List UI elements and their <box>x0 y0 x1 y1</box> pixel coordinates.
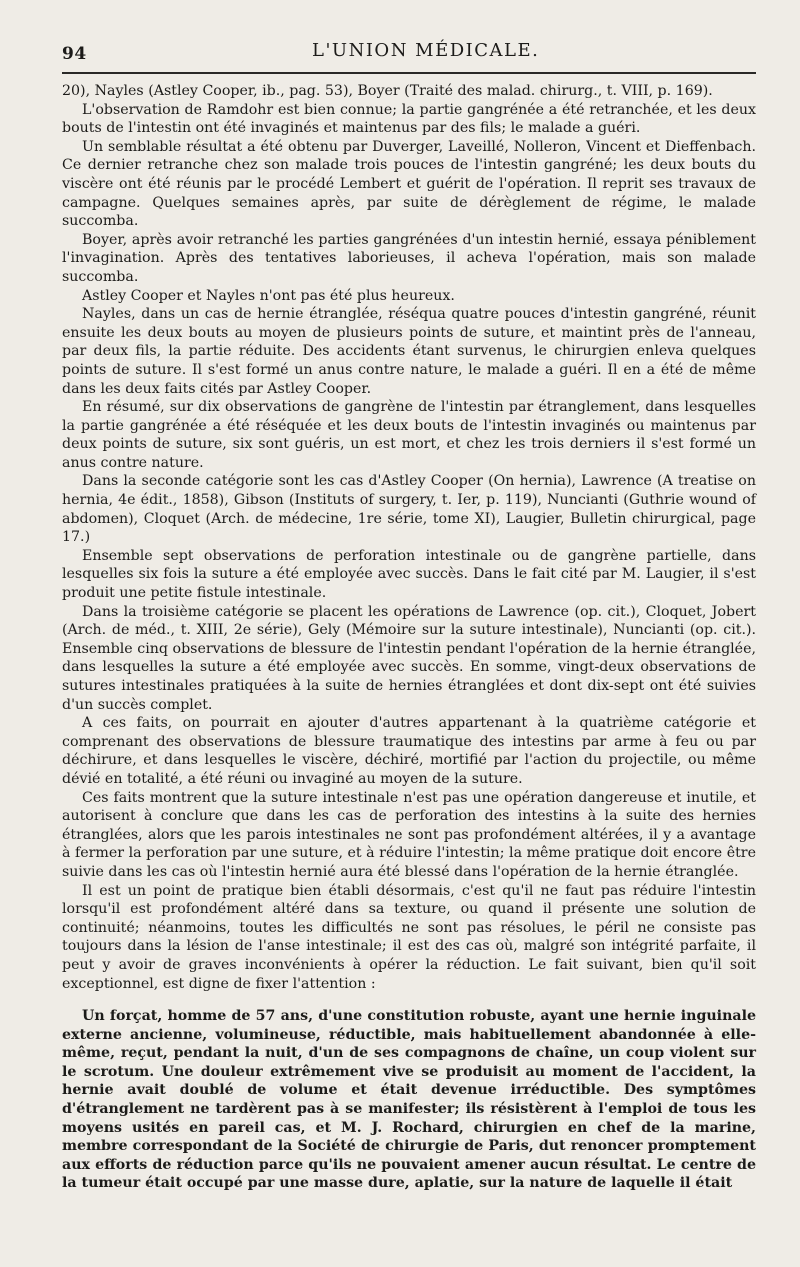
paragraph: Nayles, dans un cas de hernie étranglée, réséqua quatre pouces d'intestin gangréné, réunit ensuite les deux bouts au moyen de plusieurs points de suture, et maintint près de l'anneau, par deux fils, la partie réduite. Des accidents étant survenus, le chirurgien enleva quelques points de suture. Il s'est formé un anus contre nature, le malade a guéri. Il en a été de même dans les deux faits cités par Astley Cooper. <box>62 306 756 397</box>
page-number: 94 <box>62 44 87 64</box>
header-rule <box>62 72 756 74</box>
body-text <box>62 82 756 1193</box>
paragraph: Un forçat, homme de 57 ans, d'une constitution robuste, ayant une hernie inguinale externe ancienne, volumineuse, réductible, mais habituellement abandonnée à elle-même, reçut, pendant la nuit, d'un de ses compagnons de chaîne, un coup violent sur le scrotum. Une douleur extrêmement vive se produisit au moment de l'accident, la hernie avait doublé de volume et était devenue irréductible. Des symptômes d'étranglement ne tardèrent pas à se manifester; ils résistèrent à l'emploi de tous les moyens usités en pareil cas, et M. J. Rochard, chirurgien en chef de la marine, membre correspondant de la Société de chirurgie de Paris, dut renoncer promptement aux efforts de réduction parce qu'ils ne pouvaient amener aucun résultat. Le centre de la tumeur était occupé par une masse dure, aplatie, sur la nature de laquelle il était <box>62 1008 756 1192</box>
paragraph: Dans la seconde catégorie sont les cas d'Astley Cooper (On hernia), Lawrence (A treatise on hernia, 4e édit., 1858), Gibson (Instituts of surgery, t. Ier, p. 119), Nuncianti (Guthrie wound of abdomen), Cloquet (Arch. de médecine, 1re série, tome XI), Laugier, Bulletin chirurgical, page 17.) <box>62 473 756 546</box>
running-head: L'UNION MÉDICALE. <box>312 40 540 61</box>
paragraph: Boyer, après avoir retranché les parties gangrénées d'un intestin hernié, essaya péniblement l'invagination. Après des tentatives laborieuses, il acheva l'opération, mais son malade succomba. <box>62 231 756 285</box>
paragraph: A ces faits, on pourrait en ajouter d'autres appartenant à la quatrième catégorie et comprenant des observations de blessure traumatique des intestins par arme à feu ou par déchirure, et dans lesquelles le viscère, déchiré, mortifié par l'action du projectile, ou même dévié en totalité, a été réuni ou invaginé au moyen de la suture. <box>62 715 756 787</box>
paragraph: En résumé, sur dix observations de gangrène de l'intestin par étranglement, dans lesquelles la partie gangrénée a été réséquée et les deux bouts de l'intestin invaginés ou maintenus par deux points de suture, six sont guéris, un est mort, et chez les trois derniers il s'est formé un anus contre nature. <box>62 399 756 471</box>
paragraph: Dans la troisième catégorie se placent les opérations de Lawrence (op. cit.), Cloquet, Jobert (Arch. de méd., t. XIII, 2e série), Gely (Mémoire sur la suture intestinale), Nuncianti (op. cit.). Ensemble cinq observations de blessure de l'intestin pendant l'opération de la hernie étranglée, dans lesquelles la suture a été employée avec succès. En somme, vingt-deux observations de sutures intestinales pratiquées à la suite de hernies étranglées et dont dix-sept ont été suivies d'un succès complet. <box>62 603 756 713</box>
paragraph: Ensemble sept observations de perforation intestinale ou de gangrène partielle, dans lesquelles six fois la suture a été employée avec succès. Dans le fait cité par M. Laugier, il s'est produit une petite fistule intestinale. <box>62 547 756 602</box>
paragraph: Il est un point de pratique bien établi désormais, c'est qu'il ne faut pas réduire l'intestin lorsqu'il est profondément altéré dans sa texture, ou quand il présente une solution de continuité; néanmoins, toutes les difficultés ne sont pas résolues, le péril ne consiste pas toujours dans la lésion de l'anse intestinale; il est des cas où, malgré son intégrité parfaite, il peut y avoir de graves inconvénients à opérer la réduction. Le fait suivant, bien qu'il soit exceptionnel, est digne de fixer l'attention : <box>62 882 756 992</box>
paragraph: Ces faits montrent que la suture intestinale n'est pas une opération dangereuse et inutile, et autorisent à conclure que dans les cas de perforation des intestins à la suite des hernies étranglées, alors que les parois intestinales ne sont pas profondément altérées, il y a avantage à fermer la perforation par une suture, et à réduire l'intestin; la même pratique doit encore être suivie dans les cas où l'intestin hernié aura été blessé dans l'opération de la hernie étranglée. <box>62 789 756 880</box>
paragraph: 20), Nayles (Astley Cooper, ib., pag. 53), Boyer (Traité des malad. chirurg., t. VIII, p. 169). <box>62 83 713 99</box>
paragraph: Astley Cooper et Nayles n'ont pas été plus heureux. <box>82 287 455 304</box>
paragraph: L'observation de Ramdohr est bien connue; la partie gangrénée a été retranchée, et les deux bouts de l'intestin ont été invaginés et maintenus par des fils; le malade a guéri. <box>62 101 756 137</box>
paragraph: Un semblable résultat a été obtenu par Duverger, Laveillé, Nolleron, Vincent et Dieffenbach. Ce dernier retranche chez son malade trois pouces de l'intestin gangréné; les deux bouts du viscère ont été réunis par le procédé Lembert et guérit de l'opération. Il reprit ses travaux de campagne. Quelques semaines après, par suite de dérèglement de régime, le malade succomba. <box>62 138 756 230</box>
page-header <box>62 0 756 64</box>
